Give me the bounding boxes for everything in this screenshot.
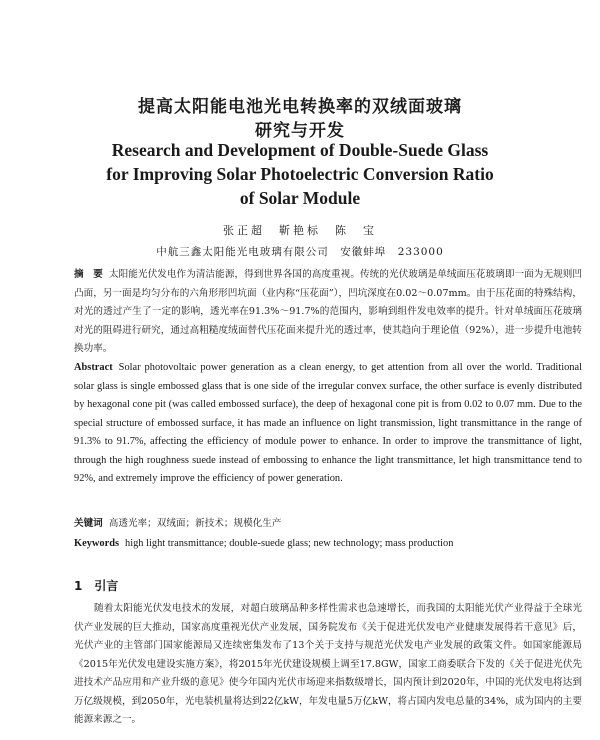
title-en-line3: of Solar Module	[239, 188, 361, 208]
abstract-en	[74, 359, 582, 489]
title-cn-line1: 提高太阳能电池光电转换率的双绒面玻璃	[138, 97, 462, 117]
abstract-cn-text: 太阳能光伏发电作为清洁能源，得到世界各国的高度重视。传统的光伏玻璃是单绒面压花玻璃即一面为无规则凹凸面，另一面是均匀分布的六角形形凹坑面（业内称“压花面”），凹坑深度在0.02～0.07mm。由于压花面的特殊结构，对光的透过产生了一定的影响，透光率在91.3%～91.7%的范围内，影响到组件发电效率的提升。针对单绒面压花玻璃对光的阻碍进行研究，通过高粗糙度绒面替代压花面来提升光的透过率，使其趋向于理论值（92%），进一步提升电池转换功率。	[74, 269, 583, 354]
keywords-cn	[74, 515, 582, 534]
abstract-cn-label: 摘 要	[74, 269, 103, 280]
section-1-heading: 1 引言	[74, 579, 119, 593]
keywords-en-text: high light transmittance; double-suede glass; new technology; mass production	[125, 538, 454, 549]
authors: 张正超 靳艳标 陈 宝	[223, 224, 377, 237]
keywords-cn-label: 关键词	[74, 518, 103, 529]
section-1-body: 随着太阳能光伏发电技术的发展，对超白玻璃品种多样性需求也急速增长，而我国的太阳能光伏产业得益于全球光伏产业发展的巨大推动，国家高度重视光伏产业发展，国务院发布《关于促进光伏发电产业健康发展得若干意见》后，光伏产业的主管部门国家能源局又连续密集发布了13个关于支持与规范光伏发电产业发展的政策文件。如国家能源局《2015年光伏发电建设实施方案》，将2015年光伏建设规模上调至17.8GW，国家工商委联合下发的《关于促进光伏先进技术产品应用和产业升级的意见》使今年国内光伏市场迎来指数级增长，国内预计到2020年，中国的光伏发电将达到万亿级规模，到2050年，光电装机量将达到22亿kW，年发电量5万亿kW，将占国内发电总量的34%，成为国内的主要能源来源之一。	[74, 603, 582, 725]
keywords-en	[74, 535, 582, 554]
abstract-en-label: Abstract	[74, 362, 113, 373]
affiliation: 中航三鑫太阳能光电玻璃有限公司 安徽蚌埠 233000	[156, 246, 444, 258]
keywords-cn-text: 高透光率；双绒面；新技术；规模化生产	[108, 518, 282, 529]
title-cn-line2: 研究与开发	[255, 121, 345, 141]
abstract-cn	[74, 266, 582, 359]
title-en-line1: Research and Development of Double-Suede Glass	[111, 140, 489, 160]
keywords-en-label: Keywords	[74, 538, 120, 549]
title-en-line2: for Improving Solar Photoelectric Conversion Ratio	[106, 164, 494, 184]
abstract-en-text: Solar photovoltaic power generation as a clean energy, to get attention from all over the world. Traditional solar glass is single embossed glass that is one side of the irregular convex surface, the other surface is evenly distributed by hexagonal cone pit (was called embossed surface), the deep of hexagonal cone pit is from 0.02 to 0.07 mm. Due to the special structure of embossed surface, it has made an influence on light transmission, light transmittance in the range of 91.3% to 91.7%, affecting the efficiency of module power to enhance. In order to improve the transmittance of light, through the high roughness suede instead of embossing to enhance the light transmittance, let high transmittance tend to 92%, and extremely improve the efficiency of power generation.	[74, 362, 582, 484]
